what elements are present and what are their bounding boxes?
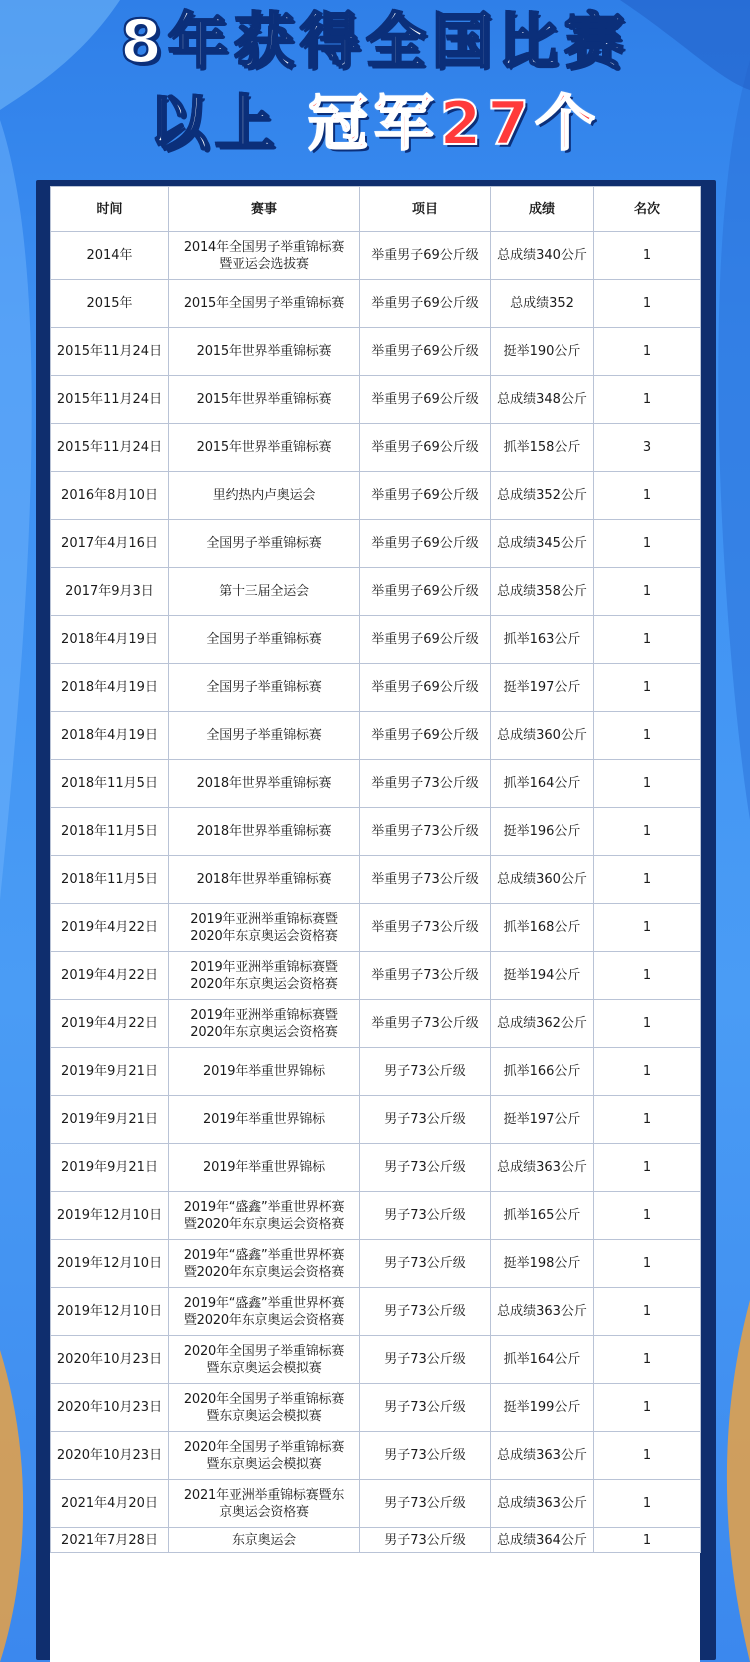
cell-category: 男子73公斤级: [360, 1432, 491, 1480]
cell-date: 2019年4月22日: [51, 904, 169, 952]
cell-event: 全国男子举重锦标赛: [169, 712, 360, 760]
headline-line-2: [0, 86, 750, 162]
cell-rank: 1: [594, 1336, 701, 1384]
bottom-right-arc: [727, 1300, 750, 1662]
cell-rank: 1: [594, 856, 701, 904]
cell-category: 男子73公斤级: [360, 1528, 491, 1553]
cell-date: 2015年11月24日: [51, 328, 169, 376]
cell-rank: 3: [594, 424, 701, 472]
cell-event: 2015年全国男子举重锦标赛: [169, 280, 360, 328]
cell-date: 2019年12月10日: [51, 1192, 169, 1240]
table-row: [51, 1096, 701, 1144]
table-row: [51, 1192, 701, 1240]
cell-event: 2019年“盛鑫”举重世界杯赛 暨2020年东京奥运会资格赛: [169, 1288, 360, 1336]
cell-category: 举重男子69公斤级: [360, 664, 491, 712]
cell-category: 举重男子69公斤级: [360, 424, 491, 472]
bottom-left-arc: [0, 1350, 23, 1662]
table-row: [51, 712, 701, 760]
cell-event: 2020年全国男子举重锦标赛 暨东京奥运会模拟赛: [169, 1432, 360, 1480]
cell-date: 2018年11月5日: [51, 808, 169, 856]
cell-date: 2015年11月24日: [51, 376, 169, 424]
cell-rank: 1: [594, 1288, 701, 1336]
cell-event: 2015年世界举重锦标赛: [169, 424, 360, 472]
cell-result: 抓举164公斤: [491, 760, 594, 808]
table-row: [51, 856, 701, 904]
cell-result: 抓举165公斤: [491, 1192, 594, 1240]
cell-event: 2021年亚洲举重锦标赛暨东 京奥运会资格赛: [169, 1480, 360, 1528]
cell-category: 举重男子73公斤级: [360, 1000, 491, 1048]
cell-event: 2018年世界举重锦标赛: [169, 808, 360, 856]
cell-result: 总成绩352: [491, 280, 594, 328]
cell-date: 2021年7月28日: [51, 1528, 169, 1553]
cell-rank: 1: [594, 1144, 701, 1192]
table-row: [51, 424, 701, 472]
cell-result: 总成绩363公斤: [491, 1480, 594, 1528]
championship-results-table: [50, 186, 701, 1553]
table-row: [51, 904, 701, 952]
cell-rank: 1: [594, 328, 701, 376]
cell-event: 全国男子举重锦标赛: [169, 664, 360, 712]
cell-event: 2020年全国男子举重锦标赛 暨东京奥运会模拟赛: [169, 1336, 360, 1384]
header-event: 赛事: [169, 187, 360, 232]
table-row: [51, 1336, 701, 1384]
header-date: 时间: [51, 187, 169, 232]
cell-event: 2019年亚洲举重锦标赛暨 2020年东京奥运会资格赛: [169, 952, 360, 1000]
cell-event: 2015年世界举重锦标赛: [169, 328, 360, 376]
cell-event: 2018年世界举重锦标赛: [169, 856, 360, 904]
cell-category: 男子73公斤级: [360, 1240, 491, 1288]
cell-rank: 1: [594, 952, 701, 1000]
table-row: [51, 568, 701, 616]
header-rank: 名次: [594, 187, 701, 232]
cell-event: 2015年世界举重锦标赛: [169, 376, 360, 424]
cell-date: 2015年11月24日: [51, 424, 169, 472]
table-row: [51, 1384, 701, 1432]
cell-rank: 1: [594, 1384, 701, 1432]
cell-event: 东京奥运会: [169, 1528, 360, 1553]
table-row: [51, 952, 701, 1000]
cell-date: 2019年12月10日: [51, 1240, 169, 1288]
table-row: [51, 1144, 701, 1192]
cell-result: 总成绩345公斤: [491, 520, 594, 568]
table-row: [51, 1048, 701, 1096]
cell-event: 2019年举重世界锦标: [169, 1096, 360, 1144]
cell-date: 2015年: [51, 280, 169, 328]
cell-date: 2018年11月5日: [51, 760, 169, 808]
table-row: [51, 376, 701, 424]
cell-result: 总成绩352公斤: [491, 472, 594, 520]
cell-category: 举重男子69公斤级: [360, 568, 491, 616]
cell-date: 2018年4月19日: [51, 664, 169, 712]
header-category: 项目: [360, 187, 491, 232]
cell-result: 总成绩360公斤: [491, 712, 594, 760]
table-body: [51, 232, 701, 1553]
results-table-container: [50, 186, 700, 1662]
cell-event: 全国男子举重锦标赛: [169, 520, 360, 568]
table-row: [51, 808, 701, 856]
cell-date: 2019年4月22日: [51, 1000, 169, 1048]
cell-result: 总成绩363公斤: [491, 1432, 594, 1480]
table-header-row: [51, 187, 701, 232]
cell-category: 举重男子69公斤级: [360, 712, 491, 760]
cell-result: 挺举197公斤: [491, 1096, 594, 1144]
cell-result: 挺举194公斤: [491, 952, 594, 1000]
cell-event: 2019年亚洲举重锦标赛暨 2020年东京奥运会资格赛: [169, 1000, 360, 1048]
cell-date: 2019年9月21日: [51, 1144, 169, 1192]
table-row: [51, 1480, 701, 1528]
cell-category: 男子73公斤级: [360, 1384, 491, 1432]
cell-event: 2014年全国男子举重锦标赛 暨亚运会选拔赛: [169, 232, 360, 280]
cell-category: 举重男子69公斤级: [360, 328, 491, 376]
cell-rank: 1: [594, 1528, 701, 1553]
cell-rank: 1: [594, 472, 701, 520]
table-row: [51, 1240, 701, 1288]
cell-date: 2016年8月10日: [51, 472, 169, 520]
cell-event: 2019年举重世界锦标: [169, 1144, 360, 1192]
cell-date: 2017年9月3日: [51, 568, 169, 616]
cell-category: 举重男子73公斤级: [360, 760, 491, 808]
cell-date: 2019年4月22日: [51, 952, 169, 1000]
table-row: [51, 760, 701, 808]
cell-rank: 1: [594, 568, 701, 616]
cell-rank: 1: [594, 1432, 701, 1480]
cell-result: 挺举197公斤: [491, 664, 594, 712]
cell-rank: 1: [594, 904, 701, 952]
cell-rank: 1: [594, 1480, 701, 1528]
cell-date: 2021年4月20日: [51, 1480, 169, 1528]
cell-date: 2018年4月19日: [51, 616, 169, 664]
cell-result: 总成绩348公斤: [491, 376, 594, 424]
cell-rank: 1: [594, 376, 701, 424]
table-row: [51, 1432, 701, 1480]
cell-result: 总成绩358公斤: [491, 568, 594, 616]
cell-date: 2020年10月23日: [51, 1432, 169, 1480]
cell-rank: 1: [594, 1096, 701, 1144]
cell-result: 抓举164公斤: [491, 1336, 594, 1384]
cell-result: 总成绩362公斤: [491, 1000, 594, 1048]
table-row: [51, 520, 701, 568]
cell-event: 2019年亚洲举重锦标赛暨 2020年东京奥运会资格赛: [169, 904, 360, 952]
cell-category: 男子73公斤级: [360, 1336, 491, 1384]
cell-date: 2020年10月23日: [51, 1384, 169, 1432]
cell-category: 举重男子69公斤级: [360, 232, 491, 280]
cell-result: 总成绩363公斤: [491, 1288, 594, 1336]
cell-date: 2018年4月19日: [51, 712, 169, 760]
headline-accent: 冠军27个: [307, 89, 602, 159]
cell-category: 男子73公斤级: [360, 1096, 491, 1144]
cell-category: 举重男子69公斤级: [360, 376, 491, 424]
cell-category: 举重男子73公斤级: [360, 856, 491, 904]
cell-result: 抓举168公斤: [491, 904, 594, 952]
cell-event: 2019年举重世界锦标: [169, 1048, 360, 1096]
cell-date: 2017年4月16日: [51, 520, 169, 568]
cell-rank: 1: [594, 1192, 701, 1240]
table-row: [51, 472, 701, 520]
cell-category: 男子73公斤级: [360, 1288, 491, 1336]
cell-rank: 1: [594, 1000, 701, 1048]
cell-category: 男子73公斤级: [360, 1144, 491, 1192]
cell-date: 2020年10月23日: [51, 1336, 169, 1384]
cell-rank: 1: [594, 1240, 701, 1288]
cell-category: 男子73公斤级: [360, 1048, 491, 1096]
cell-rank: 1: [594, 232, 701, 280]
table-row: [51, 664, 701, 712]
left-swoosh: [0, 120, 32, 900]
cell-date: 2014年: [51, 232, 169, 280]
cell-event: 全国男子举重锦标赛: [169, 616, 360, 664]
headline-line-1: 8年获得全国比赛: [120, 7, 630, 77]
table-row: [51, 328, 701, 376]
cell-category: 举重男子69公斤级: [360, 280, 491, 328]
cell-category: 举重男子73公斤级: [360, 808, 491, 856]
cell-result: 挺举199公斤: [491, 1384, 594, 1432]
cell-result: 总成绩340公斤: [491, 232, 594, 280]
cell-result: 挺举190公斤: [491, 328, 594, 376]
cell-date: 2019年9月21日: [51, 1048, 169, 1096]
table-row: [51, 1528, 701, 1553]
cell-category: 男子73公斤级: [360, 1192, 491, 1240]
cell-date: 2018年11月5日: [51, 856, 169, 904]
table-row: [51, 280, 701, 328]
cell-category: 举重男子73公斤级: [360, 904, 491, 952]
cell-date: 2019年12月10日: [51, 1288, 169, 1336]
cell-rank: 1: [594, 520, 701, 568]
cell-result: 抓举158公斤: [491, 424, 594, 472]
cell-event: 2020年全国男子举重锦标赛 暨东京奥运会模拟赛: [169, 1384, 360, 1432]
cell-category: 举重男子69公斤级: [360, 616, 491, 664]
cell-rank: 1: [594, 712, 701, 760]
cell-result: 挺举196公斤: [491, 808, 594, 856]
table-row: [51, 232, 701, 280]
table-row: [51, 1000, 701, 1048]
cell-event: 2018年世界举重锦标赛: [169, 760, 360, 808]
table-row: [51, 1288, 701, 1336]
cell-result: 抓举163公斤: [491, 616, 594, 664]
table-row: [51, 616, 701, 664]
cell-rank: 1: [594, 616, 701, 664]
header-result: 成绩: [491, 187, 594, 232]
cell-event: 2019年“盛鑫”举重世界杯赛 暨2020年东京奥运会资格赛: [169, 1192, 360, 1240]
headline-prefix: 以上: [148, 89, 281, 159]
cell-result: 总成绩363公斤: [491, 1144, 594, 1192]
cell-category: 男子73公斤级: [360, 1480, 491, 1528]
cell-result: 抓举166公斤: [491, 1048, 594, 1096]
cell-result: 挺举198公斤: [491, 1240, 594, 1288]
cell-result: 总成绩360公斤: [491, 856, 594, 904]
cell-rank: 1: [594, 664, 701, 712]
cell-rank: 1: [594, 808, 701, 856]
cell-category: 举重男子73公斤级: [360, 952, 491, 1000]
cell-date: 2019年9月21日: [51, 1096, 169, 1144]
cell-category: 举重男子69公斤级: [360, 472, 491, 520]
cell-event: 里约热内卢奥运会: [169, 472, 360, 520]
cell-event: 第十三届全运会: [169, 568, 360, 616]
cell-rank: 1: [594, 760, 701, 808]
cell-rank: 1: [594, 280, 701, 328]
right-swoosh: [718, 60, 750, 820]
cell-rank: 1: [594, 1048, 701, 1096]
cell-event: 2019年“盛鑫”举重世界杯赛 暨2020年东京奥运会资格赛: [169, 1240, 360, 1288]
cell-category: 举重男子69公斤级: [360, 520, 491, 568]
cell-result: 总成绩364公斤: [491, 1528, 594, 1553]
